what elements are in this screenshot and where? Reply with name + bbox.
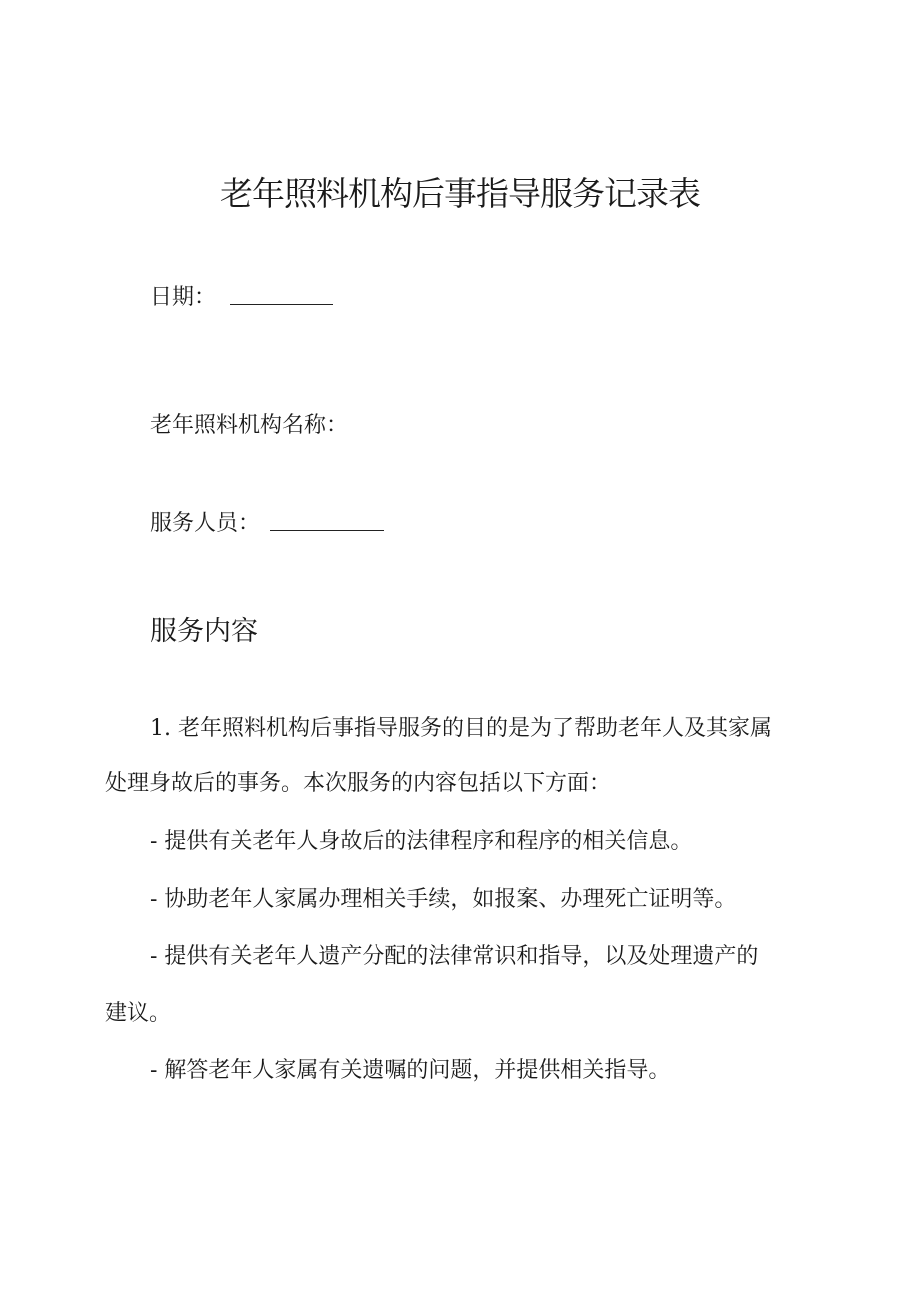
staff-label: 服务人员： xyxy=(150,511,261,536)
service-item: - 提供有关老年人遗产分配的法律常识和指导，以及处理遗产的 xyxy=(150,944,759,969)
intro-paragraph-line: 1. 老年照料机构后事指导服务的目的是为了帮助老年人及其家属 xyxy=(150,716,772,741)
document-title: 老年照料机构后事指导服务记录表 xyxy=(220,174,700,213)
date-blank-line[interactable] xyxy=(230,304,333,305)
service-item-continuation: 建议。 xyxy=(105,1001,172,1026)
service-content-heading: 服务内容 xyxy=(150,616,258,647)
service-item: - 协助老年人家属办理相关手续，如报案、办理死亡证明等。 xyxy=(150,887,737,912)
staff-blank-line[interactable] xyxy=(270,530,384,531)
institution-name-label: 老年照料机构名称： xyxy=(150,413,349,438)
service-item: - 提供有关老年人身故后的法律程序和程序的相关信息。 xyxy=(150,829,693,854)
date-label: 日期： xyxy=(150,285,217,310)
service-item: - 解答老年人家属有关遗嘱的问题，并提供相关指导。 xyxy=(150,1058,671,1083)
intro-paragraph-line: 处理身故后的事务。本次服务的内容包括以下方面： xyxy=(105,771,612,796)
